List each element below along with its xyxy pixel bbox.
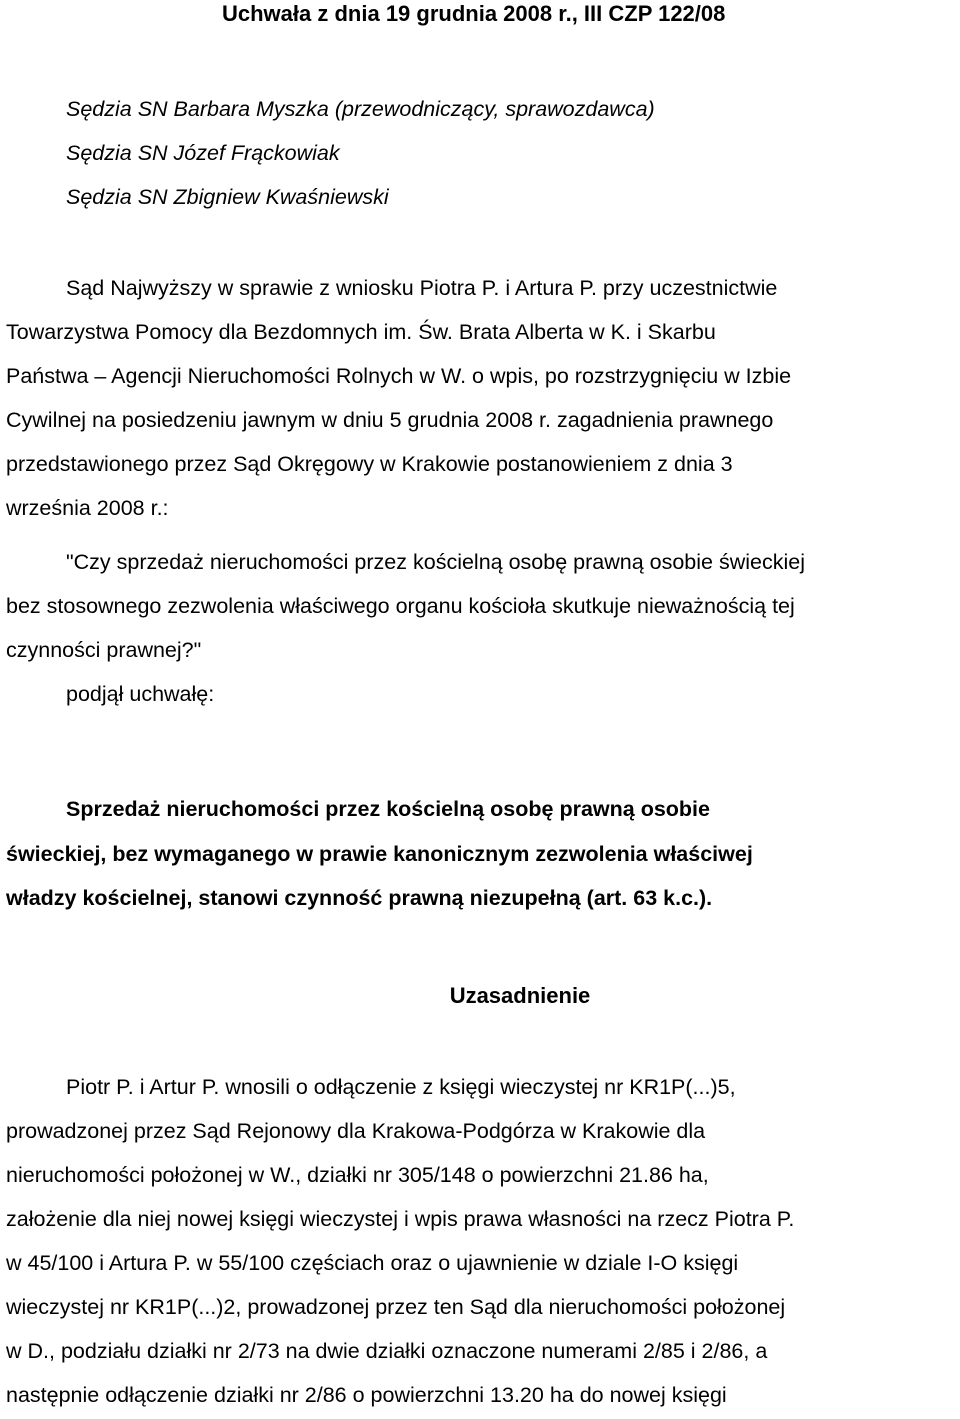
justification-line-5: w 45/100 i Artura P. w 55/100 częściach oraz o ujawnienie w dziale I-O księgi (6, 1251, 739, 1275)
justification-line-1: Piotr P. i Artur P. wnosili o odłączenie z księgi wieczystej nr KR1P(...)5, (66, 1075, 736, 1099)
resolution-line-3: władzy kościelnej, stanowi czynność prawną niezupełną (art. 63 k.c.). (6, 886, 713, 910)
intro-line-3: Państwa – Agencji Nieruchomości Rolnych w W. o wpis, po rozstrzygnięciu w Izbie (6, 364, 792, 388)
justification-line-3: nieruchomości położonej w W., działki nr 305/148 o powierzchni 21.86 ha, (6, 1163, 709, 1187)
resolution-intro: podjął uchwałę: (66, 682, 215, 706)
judge-line-1: Sędzia SN Barbara Myszka (przewodniczący, sprawozdawca) (66, 97, 655, 121)
justification-line-2: prowadzonej przez Sąd Rejonowy dla Krakowa-Podgórza w Krakowie dla (6, 1119, 706, 1143)
question-line-3: czynności prawnej?" (6, 638, 202, 662)
justification-heading: Uzasadnienie (449, 983, 591, 1008)
resolution-line-1: Sprzedaż nieruchomości przez kościelną osobę prawną osobie (66, 797, 710, 821)
intro-line-1: Sąd Najwyższy w sprawie z wniosku Piotra P. i Artura P. przy uczestnictwie (66, 276, 778, 300)
intro-line-4: Cywilnej na posiedzeniu jawnym w dniu 5 grudnia 2008 r. zagadnienia prawnego (6, 408, 774, 432)
judge-line-2: Sędzia SN Józef Frąckowiak (66, 141, 340, 165)
intro-line-5: przedstawionego przez Sąd Okręgowy w Krakowie postanowieniem z dnia 3 (6, 452, 733, 476)
justification-line-6: wieczystej nr KR1P(...)2, prowadzonej przez ten Sąd dla nieruchomości położonej (6, 1295, 786, 1319)
resolution-line-2: świeckiej, bez wymaganego w prawie kanonicznym zezwolenia właściwej (6, 842, 753, 866)
question-line-1: "Czy sprzedaż nieruchomości przez kościelną osobę prawną osobie świeckiej (66, 550, 805, 574)
judge-line-3: Sędzia SN Zbigniew Kwaśniewski (66, 185, 389, 209)
document-title: Uchwała z dnia 19 grudnia 2008 r., III CZP 122/08 (222, 1, 726, 26)
justification-line-4: założenie dla niej nowej księgi wieczystej i wpis prawa własności na rzecz Piotra P. (6, 1207, 795, 1231)
intro-line-6: września 2008 r.: (6, 496, 169, 520)
question-line-2: bez stosownego zezwolenia właściwego organu kościoła skutkuje nieważnością tej (6, 594, 795, 618)
justification-line-7: w D., podziału działki nr 2/73 na dwie działki oznaczone numerami 2/85 i 2/86, a (6, 1339, 768, 1363)
intro-line-2: Towarzystwa Pomocy dla Bezdomnych im. Św. Brata Alberta w K. i Skarbu (6, 320, 716, 344)
justification-line-8: następnie odłączenie działki nr 2/86 o powierzchni 13.20 ha do nowej księgi (6, 1383, 727, 1407)
